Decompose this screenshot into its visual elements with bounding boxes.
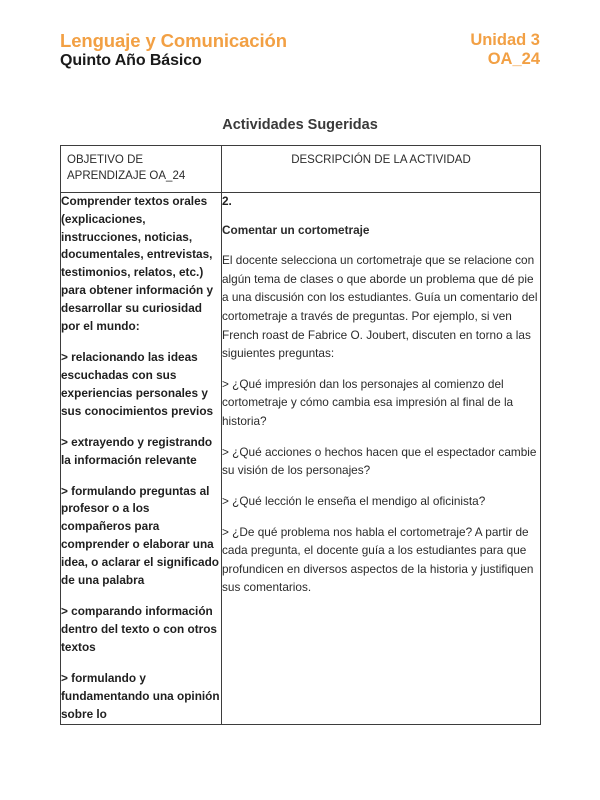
document-header: [60, 30, 540, 71]
activities-table: [60, 145, 541, 725]
column-header-objective: OBJETIVO DE APRENDIZAJE OA_24: [67, 154, 186, 183]
activity-question: > ¿Qué lección le enseña el mendigo al oficinista?: [222, 493, 486, 508]
description-cell: [222, 192, 541, 724]
unit-label: Unidad 3: [470, 31, 540, 49]
table-header-cell-description: [222, 146, 541, 193]
table-header-row: [61, 146, 541, 193]
objective-bullet: > relacionando las ideas escuchadas con sus experiencias personales y sus conocimientos previos: [61, 350, 214, 418]
objective-bullet: > formulando preguntas al profesor o a los compañeros para comprender o elaborar una idea, o aclarar el significado de una palabra: [61, 483, 220, 588]
objective-cell: [61, 192, 222, 724]
activity-question: > ¿Qué acciones o hechos hacen que el espectador cambie su visión de los personajes?: [222, 444, 537, 478]
activity-question: > ¿Qué impresión dan los personajes al comienzo del cortometraje y cómo cambia esa impresión al final de la historia?: [222, 376, 514, 429]
column-header-description: DESCRIPCIÓN DE LA ACTIVIDAD: [291, 154, 471, 166]
objective-bullet: > comparando información dentro del texto o con otros textos: [61, 604, 217, 654]
activity-number: 2.: [222, 193, 232, 208]
grade-title: Quinto Año Básico: [60, 51, 202, 69]
table-header-cell-objective: [61, 146, 222, 193]
section-title: Actividades Sugeridas: [222, 117, 378, 133]
objective-statement: Comprender textos orales (explicaciones, instrucciones, noticias, documentales, entrevistas, testimonios, relatos, etc.) para obtener información y desarrollar su curiosidad por el mundo:: [61, 193, 214, 334]
header-right-group: [470, 30, 540, 70]
header-left-group: [60, 30, 287, 71]
objective-bullet: > extrayendo y registrando la información relevante: [61, 434, 213, 467]
table-row: [61, 192, 541, 724]
objective-bullet: > formulando y fundamentando una opinión sobre lo: [61, 670, 220, 721]
activity-subtitle: Comentar un cortometraje: [222, 223, 370, 238]
oa-code-label: OA_24: [487, 50, 540, 69]
activity-question: > ¿De qué problema nos habla el cortometraje? A partir de cada pregunta, el docente guía a los estudiantes para que profundicen en diversos aspectos de la historia y justifiquen sus comentarios.: [222, 524, 534, 595]
activity-paragraph: El docente selecciona un cortometraje que se relacione con algún tema de clases o que aborde un problema que dé pie a una discusión con los estudiantes. Guía un comentario del cortometraje a través de preguntas. Por ejemplo, si ven French roast de Fabrice O. Joubert, discuten en torno a las siguientes preguntas:: [222, 253, 538, 361]
subject-title: Lenguaje y Comunicación: [60, 30, 287, 51]
